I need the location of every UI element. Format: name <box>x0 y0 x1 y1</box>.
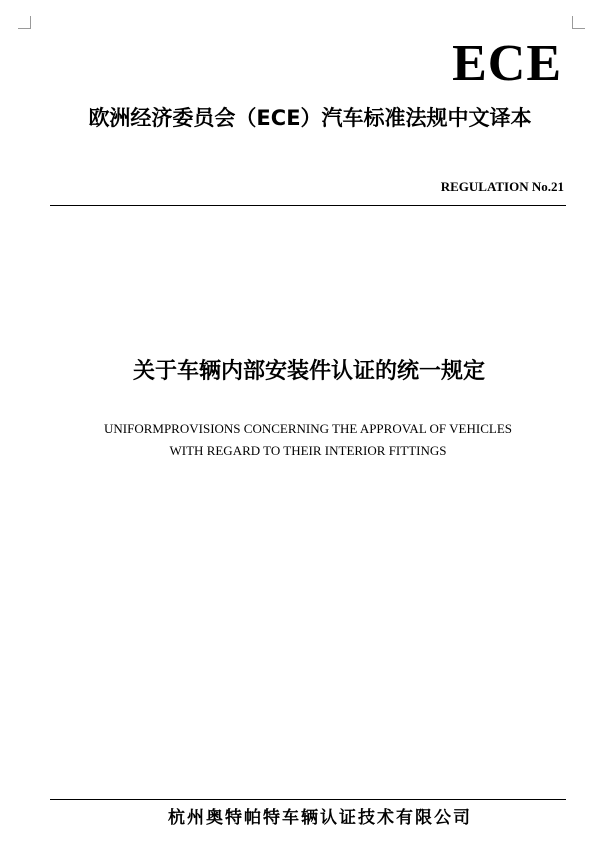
margin-corner-mark-top-left <box>18 16 31 29</box>
publisher-company-name: 杭州奥特帕特车辆认证技术有限公司 <box>168 808 472 828</box>
margin-corner-mark-top-right <box>572 16 585 29</box>
footer-divider-line <box>50 799 566 800</box>
ece-logo-text: ECE <box>452 35 562 92</box>
header-divider-line <box>50 205 566 206</box>
document-title-english-line-1: UNIFORMPROVISIONS CONCERNING THE APPROVAL OF VEHICLES <box>104 421 512 436</box>
regulation-number: REGULATION No.21 <box>440 179 564 194</box>
document-title-chinese: 关于车辆内部安装件认证的统一规定 <box>132 359 485 384</box>
document-title-english-line-2: WITH REGARD TO THEIR INTERIOR FITTINGS <box>169 443 447 458</box>
document-series-title: 欧洲经济委员会（ECE）汽车标准法规中文译本 <box>88 106 532 130</box>
